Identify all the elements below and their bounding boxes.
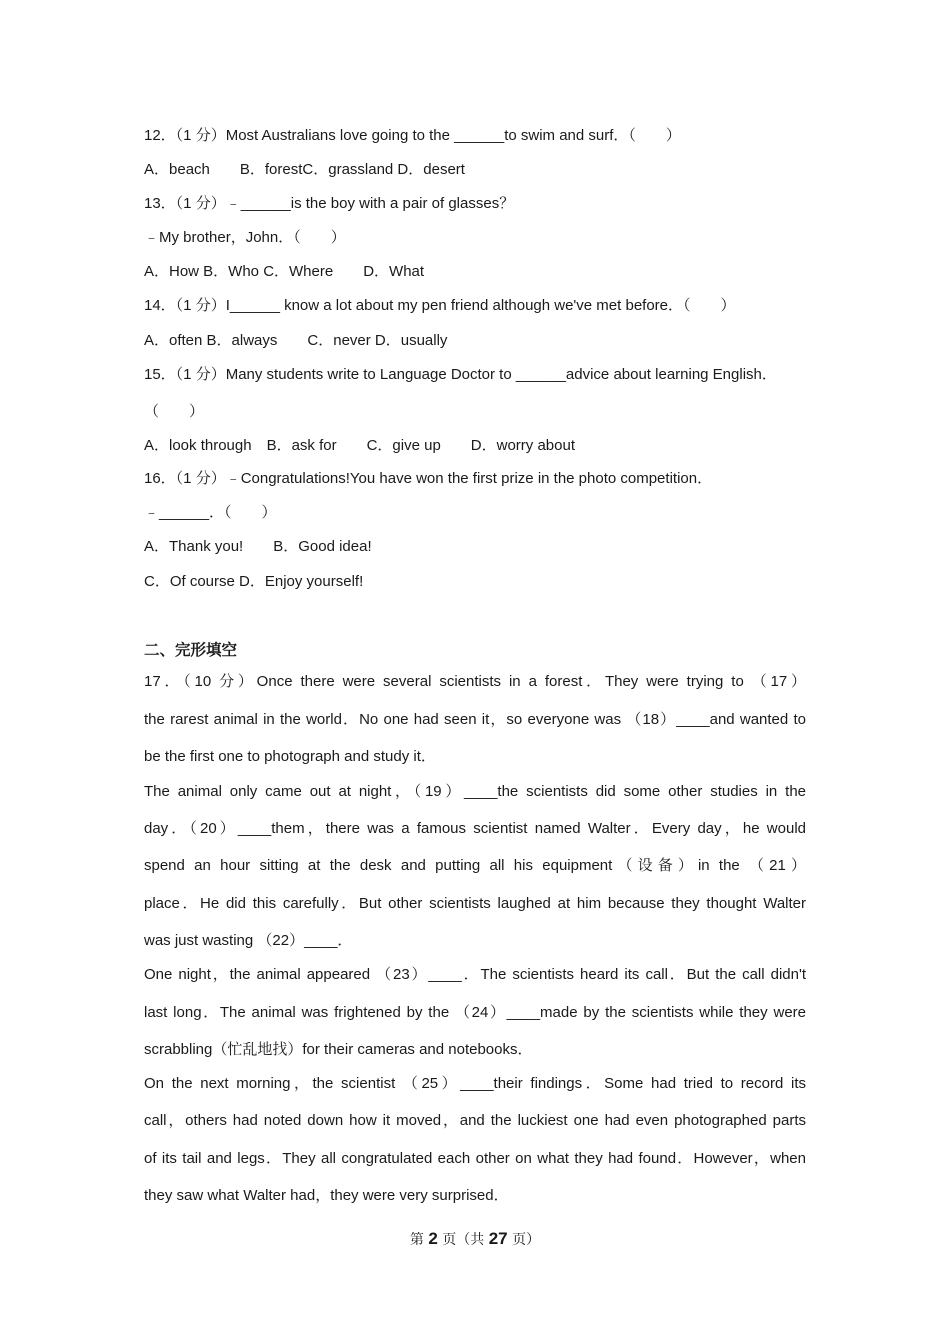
question-15-stem: 15．（1 分）Many students write to Language Doctor to ______advice about learning English．	[144, 366, 777, 383]
question-14-options: A．often B．always C．never D．usually	[144, 332, 448, 349]
footer-prefix: 第	[409, 1232, 429, 1248]
question-12-options: A．beach B．forestC．grassland D．desert	[144, 161, 465, 178]
passage-line: the rarest animal in the world．No one had seen it，so everyone was （18）____and wanted to	[144, 711, 806, 728]
question-13-line2: ﹣My brother，John．（ ）	[144, 229, 346, 246]
passage-line: scrabbling（忙乱地找）for their cameras and notebooks．	[144, 1041, 533, 1058]
passage-line: of its tail and legs．They all congratulated each other on what they had found．However，when	[144, 1150, 806, 1167]
passage-line: The animal only came out at night，（19）____the scientists did some other studies in the	[144, 783, 806, 800]
question-12-stem: 12．（1 分）Most Australians love going to the ______to swim and surf．（ ）	[144, 127, 681, 144]
question-13-stem: 13．（1 分）﹣______is the boy with a pair of glasses？	[144, 195, 515, 212]
question-16-options-1: A．Thank you! B．Good idea!	[144, 538, 372, 555]
total-pages: 27	[488, 1229, 508, 1248]
page-footer	[0, 1228, 950, 1251]
footer-suffix: 页）	[507, 1232, 541, 1248]
passage-line: spend an hour sitting at the desk and putting all his equipment（设备）in the （21）	[144, 857, 806, 874]
passage-line: was just wasting （22）____．	[144, 932, 353, 949]
question-13-options: A．How B．Who C．Where D．What	[144, 263, 425, 280]
passage-line: call，others had noted down how it moved，and the luckiest one had even photographed parts	[144, 1112, 806, 1129]
page-number: 2	[428, 1229, 438, 1248]
passage-line: place．He did this carefully．But other scientists laughed at him because they thought Walter	[144, 895, 806, 912]
passage-line: be the first one to photograph and study it．	[144, 748, 436, 765]
question-14-stem: 14．（1 分）I______ know a lot about my pen friend although we've met before．（ ）	[144, 297, 736, 314]
question-16-stem: 16．（1 分）﹣Congratulations!You have won the first prize in the photo competition．	[144, 470, 713, 487]
question-16-line2: ﹣______．（ ）	[144, 504, 277, 521]
passage-line: One night，the animal appeared （23）____．The scientists heard its call．But the call didn't	[144, 966, 806, 983]
passage-line: they saw what Walter had，they were very surprised．	[144, 1187, 509, 1204]
question-15-options: A．look through B．ask for C．give up D．worry about	[144, 437, 575, 454]
passage-line: day．（20）____them，there was a famous scientist named Walter．Every day，he would	[144, 820, 806, 837]
footer-middle: 页（共	[437, 1232, 489, 1248]
section-2-heading: 二、完形填空	[144, 641, 238, 659]
question-16-options-2: C．Of course D．Enjoy yourself!	[144, 573, 364, 590]
question-15-line2: （ ）	[144, 403, 205, 420]
passage-line: On the next morning，the scientist （25）____their findings．Some had tried to record its	[144, 1075, 806, 1092]
passage-line: last long．The animal was frightened by the （24）____made by the scientists while they were	[144, 1004, 806, 1021]
passage-line: 17．（10 分）Once there were several scientists in a forest．They were trying to （17）	[144, 673, 806, 690]
